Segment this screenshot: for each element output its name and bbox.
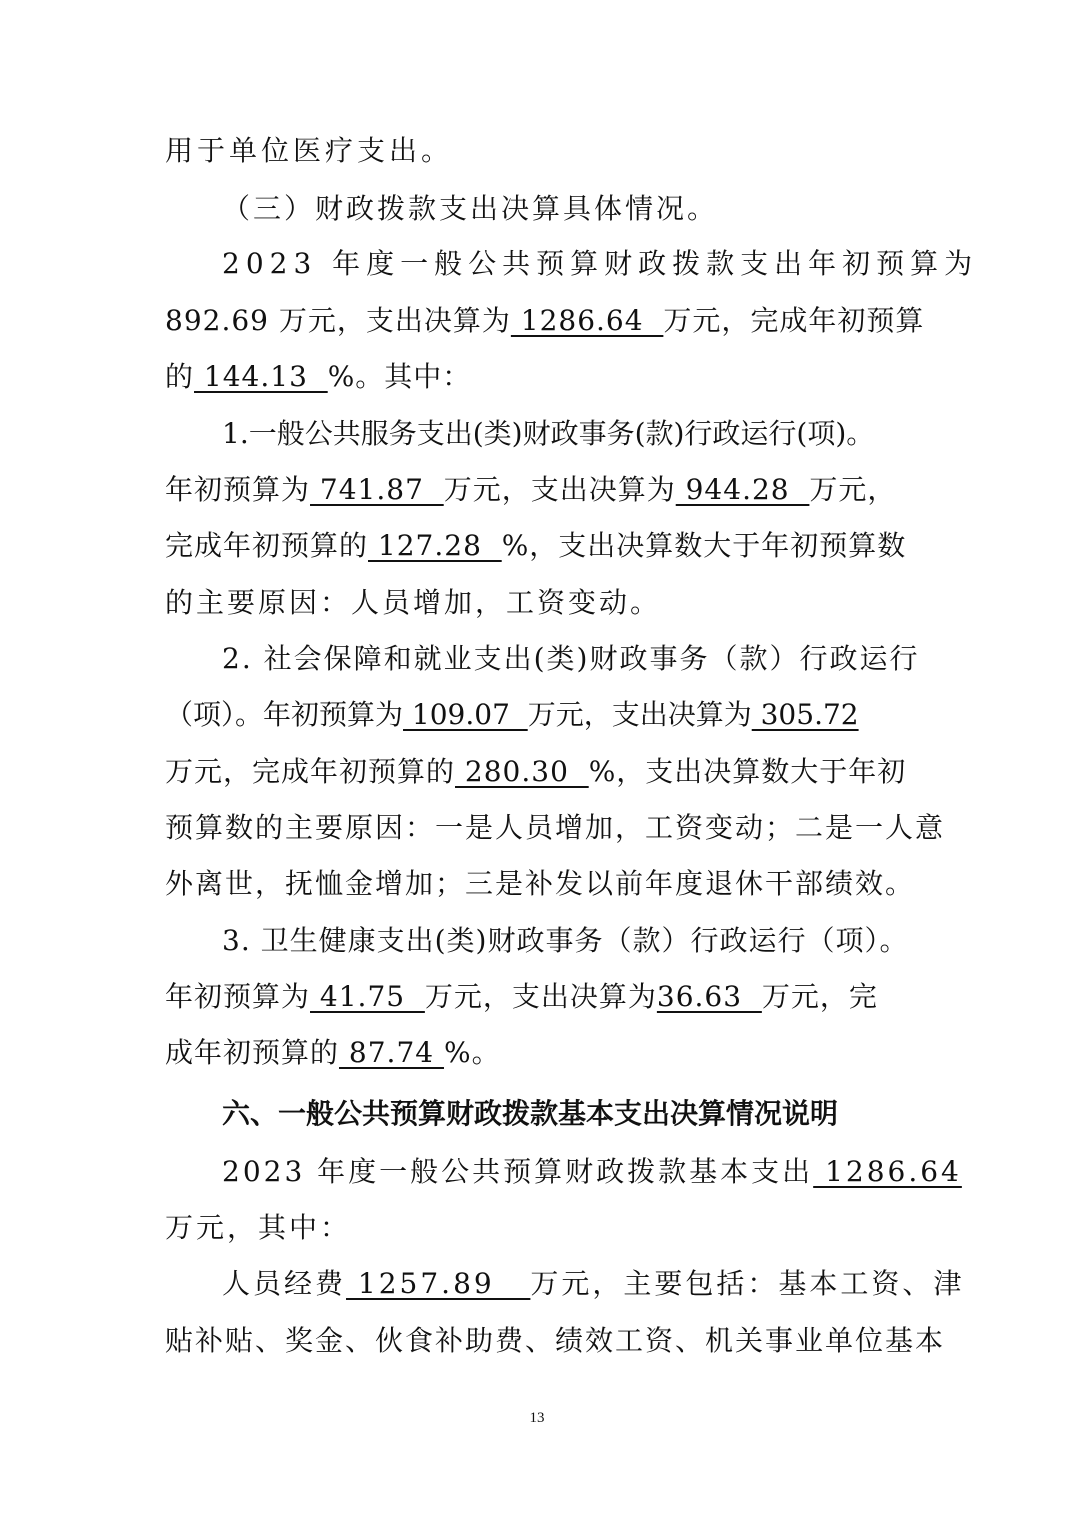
page-number: 13 <box>529 1410 545 1426</box>
paragraph-line: 3. 卫生健康支出(类)财政事务（款）行政运行（项）。 <box>222 924 909 957</box>
paragraph-line: 的 144.13 %。其中： <box>165 360 472 393</box>
paragraph-line: 用于单位医疗支出。 <box>165 134 454 167</box>
underlined-value: 1257.89 <box>346 1267 531 1300</box>
underlined-value: 109.07 <box>403 698 528 731</box>
underlined-value: 280.30 <box>455 755 589 788</box>
paragraph-line: 人员经费 1257.89 万元，主要包括：基本工资、津 <box>222 1267 965 1300</box>
paragraph-line: （项）。年初预算为 109.07 万元，支出决算为 305.72 <box>165 698 859 731</box>
underlined-value: 1286.64 <box>510 304 664 337</box>
paragraph-line: 年初预算为 41.75 万元，支出决算为36.63 万元，完 <box>165 980 878 1013</box>
paragraph-line: 成年初预算的 87.74 %。 <box>165 1036 501 1069</box>
section-subheading: （三）财政拨款支出决算具体情况。 <box>222 192 719 225</box>
paragraph-line: 2023 年度一般公共预算财政拨款基本支出 1286.64 <box>222 1155 962 1188</box>
underlined-value: 305.72 <box>751 698 859 731</box>
underlined-value: 87.74 <box>339 1036 444 1069</box>
paragraph-line: 的主要原因：人员增加，工资变动。 <box>165 586 662 619</box>
paragraph-line: 2. 社会保障和就业支出(类)财政事务（款）行政运行 <box>222 642 920 675</box>
paragraph-line: 892.69 万元，支出决算为 1286.64 万元，完成年初预算 <box>165 304 925 337</box>
paragraph-line: 2023 年度一般公共预算财政拨款支出年初预算为 <box>222 247 979 280</box>
paragraph-line: 万元，其中： <box>165 1211 352 1244</box>
paragraph-line: 预算数的主要原因：一是人员增加，工资变动；二是一人意 <box>165 811 946 844</box>
underlined-value: 741.87 <box>310 473 444 506</box>
paragraph-line: 贴补贴、奖金、伙食补助费、绩效工资、机关事业单位基本 <box>165 1324 946 1357</box>
section-heading: 六、一般公共预算财政拨款基本支出决算情况说明 <box>222 1097 839 1130</box>
paragraph-line: 1.一般公共服务支出(类)财政事务(款)行政运行(项)。 <box>222 417 875 450</box>
paragraph-line: 完成年初预算的 127.28 %，支出决算数大于年初预算数 <box>165 529 907 562</box>
paragraph-line: 外离世，抚恤金增加；三是补发以前年度退休干部绩效。 <box>165 867 916 900</box>
paragraph-line: 年初预算为 741.87 万元，支出决算为 944.28 万元， <box>165 473 897 506</box>
underlined-value: 41.75 <box>310 980 425 1013</box>
paragraph-line: 万元，完成年初预算的 280.30 %，支出决算数大于年初 <box>165 755 907 788</box>
underlined-value: 127.28 <box>368 529 502 562</box>
underlined-value: 144.13 <box>194 360 328 393</box>
underlined-value: 36.63 <box>656 980 762 1013</box>
underlined-value: 1286.64 <box>813 1155 962 1188</box>
underlined-value: 944.28 <box>675 473 810 506</box>
